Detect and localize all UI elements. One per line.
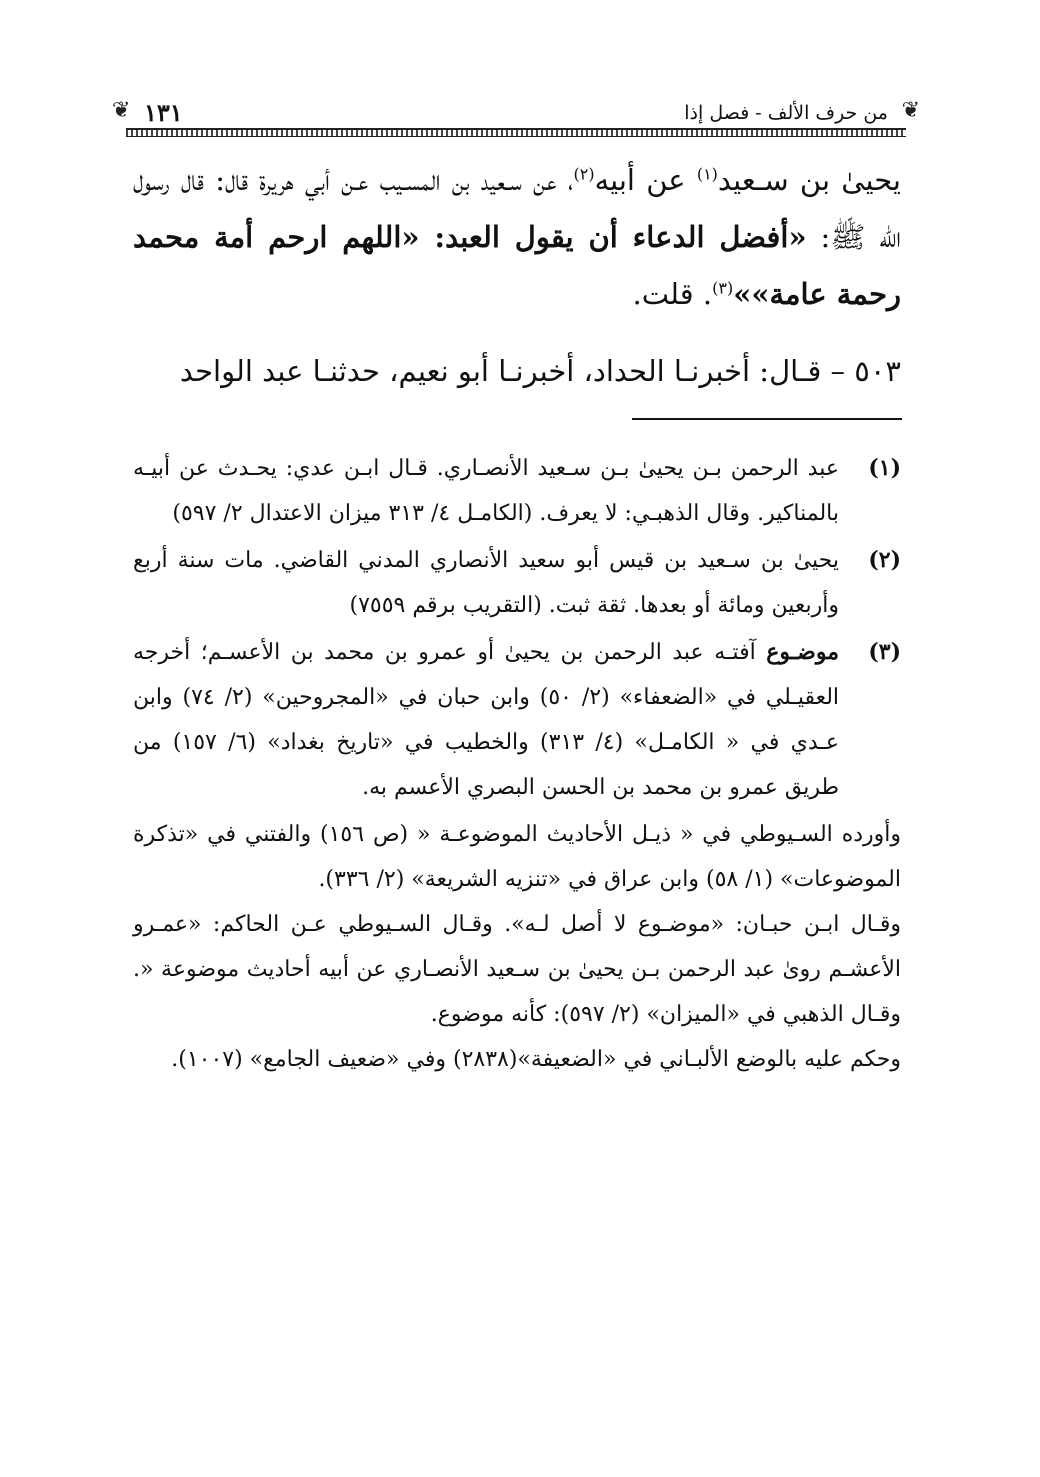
footnote-ref-1[interactable]: (١) [696, 164, 718, 184]
text: . قلت. [632, 277, 713, 311]
header-ornament-left-icon: ❦ [112, 98, 131, 123]
footnote-3-continuation-1: وأورده السـيوطي في « ذيـل الأحاديث الموضوعـة « (ص ١٥٦) والفتني في «تذكرة الموضوعات» (١/ ٥٨) وابن عراق في «تنزيه الشريعة» (٢/ ٣٣٦). [133, 822, 902, 892]
main-paragraph-2 [133, 343, 901, 400]
text: آفتـه عبد الرحمن بن يحيىٰ أو عمرو بن محمد بن الأعسـم؛ أخرجه العقيـلي في «الضعفاء» (٢/ ٥٠) وابن حبان في «المجروحين» (٢/ ٧٤) وابن عـدي في « الكامـل» (٤/ ٣١٣) والخطيب في «تاريخ بغداد» (٦/ ١٥٧) من طريق عمرو بن محمد بن الحسن البصري الأعسم به. [133, 640, 840, 800]
running-title: من حرف الألف - فصل إذا [684, 102, 888, 124]
page-number: ١٣١ [144, 98, 183, 127]
footnote-separator [632, 418, 902, 420]
text: يحيىٰ بن سـعيد [717, 163, 901, 197]
text: ، عن سـعيد بن المسـيب عـن أبي هريرة قال: قال رسول الله ﷺ: [133, 163, 902, 254]
footnote-3-continuation-3: وحكم عليه بالوضع الألبـاني في «الضعيفة»(٢٨٣٨) وفي «ضعيف الجامع» (١٠٠٧). [171, 1047, 901, 1072]
isnad-line: ٥٠٣ – قـال: أخبرنـا الحداد، أخبرنـا أبو نعيم، حدثنـا عبد الواحد [179, 354, 901, 388]
page-header [112, 96, 920, 140]
footnote-number: (١) [868, 455, 901, 481]
footnote-3-continuation-2: وقـال ابـن حبـان: «موضـوع لا أصل لـه». وقـال السـيوطي عـن الحاكم: «عمـرو الأعشـم روىٰ عبد الرحمن بـن يحيىٰ بن سـعيد الأنصـاري عن أبيه أحاديث موضوعة «. وقـال الذهبي في «الميزان» (٢/ ٥٩٧): كأنه موضوع. [133, 912, 901, 1027]
footnote-text [133, 630, 839, 810]
footnote-ref-2[interactable]: (٢) [573, 164, 595, 184]
header-ornament-right-icon: ❦ [901, 98, 920, 123]
footnote-2 [133, 538, 901, 628]
footnotes [133, 446, 901, 1082]
hadith-text: «أفضل الدعاء أن يقول العبد: «اللهم ارحم أمة محمد رحمة عامة»» [133, 220, 901, 311]
footnote-3 [133, 630, 901, 810]
main-paragraph-1 [133, 152, 901, 323]
footnote-verdict: موضـوع [766, 639, 839, 665]
footnote-text: يحيىٰ بن سـعيد بن قيس أبو سعيد الأنصاري المدني القاضي. مات سنة أربع وأربعين ومائة أو بعدها. ثقة ثبت. (التقريب برقم ٧٥٥٩) [133, 548, 839, 618]
header-rule [126, 128, 906, 137]
footnote-text: عبد الرحمن بـن يحيىٰ بـن سـعيد الأنصـاري. قـال ابـن عدي: يحـدث عن أبيـه بالمناكير. وقال الذهبـي: لا يعرف. (الكامـل ٤/ ٣١٣ ميزان الاعتدال ٢/ ٥٩٧) [133, 456, 839, 526]
text: عن أبيه [594, 163, 697, 197]
footnote-1 [133, 446, 901, 536]
footnote-number: (٢) [868, 547, 901, 573]
footnote-number: (٣) [868, 639, 901, 665]
footnote-ref-3[interactable]: (٣) [712, 278, 734, 298]
